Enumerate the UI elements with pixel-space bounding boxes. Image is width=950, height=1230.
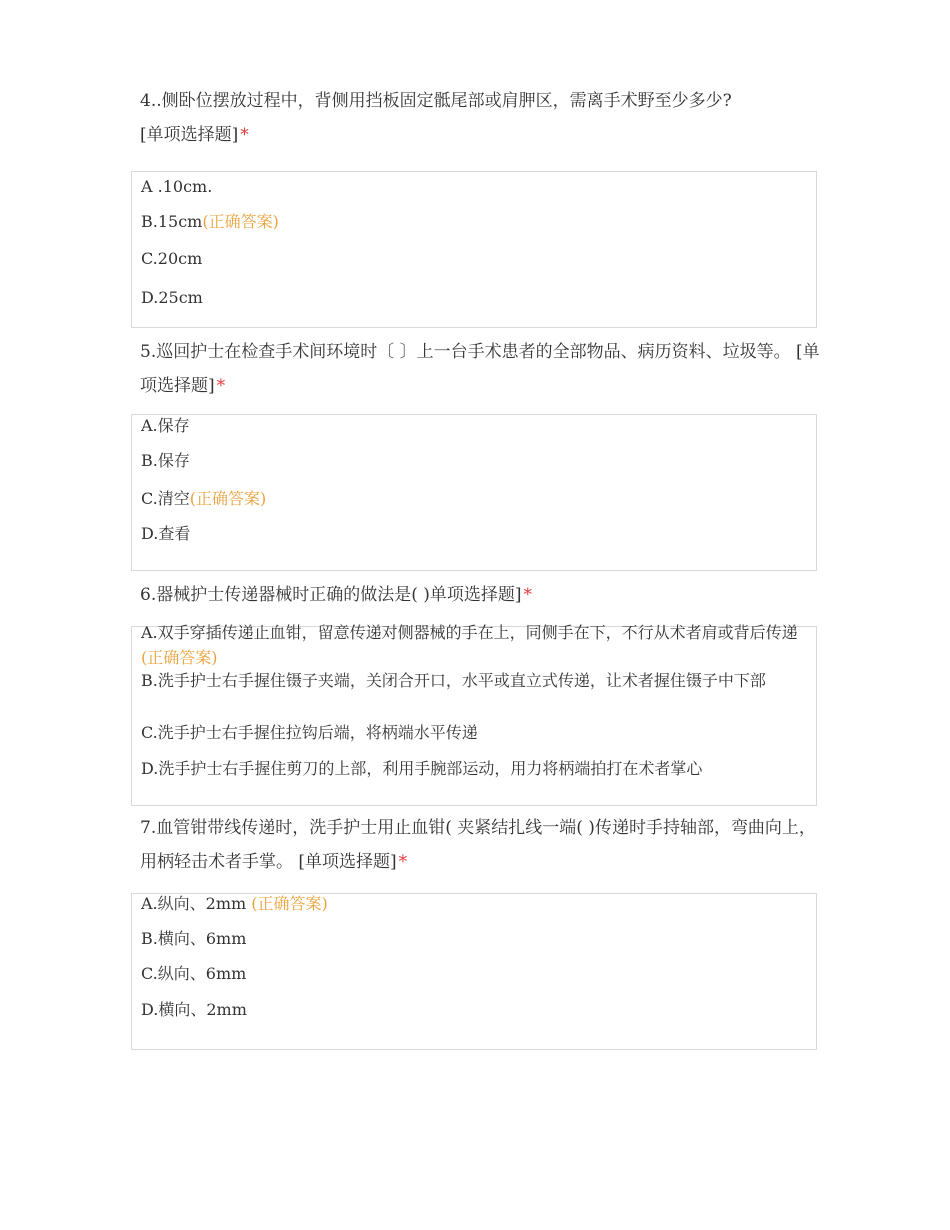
correct-answer-label: (正确答案) (189, 489, 267, 508)
option-b[interactable] (141, 448, 813, 473)
question-text: 器械护士传递器械时正确的做法是( )单项选择题] (156, 585, 522, 605)
option-text: D.横向、2mm (141, 1000, 247, 1019)
question-number: 5. (140, 342, 157, 362)
option-a[interactable] (141, 413, 813, 438)
option-text: B.横向、6mm (141, 929, 247, 948)
option-text: C.纵向、6mm (141, 964, 247, 983)
question-6-options (131, 623, 817, 806)
option-text: B.保存 (141, 451, 190, 470)
option-text: B.洗手护士右手握住镊子夹端，关闭合开口，水平或直立式传递，让术者握住镊子中下部 (141, 671, 766, 690)
required-mark: * (216, 376, 226, 396)
option-a[interactable] (141, 620, 813, 670)
question-text: 血管钳带线传递时，洗手护士用止血钳( 夹紧结扎线一端( )传递时手持轴部，弯曲向上，用柄轻击术者手掌。 (140, 818, 816, 872)
required-mark: * (523, 585, 533, 605)
option-text: A.纵向、2mm (141, 894, 252, 913)
question-7-title (140, 811, 820, 879)
question-number: 7. (140, 818, 157, 838)
question-5-title (140, 335, 820, 403)
option-c[interactable] (141, 486, 813, 511)
option-text: C.清空 (141, 489, 190, 508)
correct-answer-label: (正确答案) (251, 894, 328, 913)
required-mark: * (398, 852, 408, 872)
question-type: [单项选择题] (140, 125, 239, 145)
question-6-title (140, 578, 820, 612)
option-c[interactable] (141, 246, 813, 271)
option-b[interactable] (141, 668, 813, 693)
option-text: D.查看 (141, 524, 191, 543)
option-text: C.20cm (141, 249, 203, 268)
question-text: .侧卧位摆放过程中，背侧用挡板固定骶尾部或肩胛区，需离手术野至少多少? (156, 91, 732, 111)
option-d[interactable] (141, 997, 813, 1022)
option-a[interactable] (141, 891, 813, 916)
option-text: C.洗手护士右手握住拉钩后端，将柄端水平传递 (141, 723, 478, 742)
option-text: A.保存 (141, 416, 190, 435)
option-c[interactable] (141, 720, 813, 745)
option-text: A.双手穿插传递止血钳，留意传递对侧器械的手在上，同侧手在下，不行从术者肩或背后传递 (141, 623, 798, 642)
question-number: 4. (140, 91, 157, 111)
option-c[interactable] (141, 961, 813, 986)
required-mark: * (240, 125, 249, 145)
option-d[interactable] (141, 285, 813, 310)
option-b[interactable] (141, 209, 813, 234)
correct-answer-label: (正确答案) (141, 648, 218, 667)
correct-answer-label: (正确答案) (202, 212, 279, 231)
question-text: 巡回护士在检查手术间环境时〔 〕上一台手术患者的全部物品、病历资料、垃圾等。 (156, 342, 791, 362)
option-d[interactable] (141, 756, 813, 781)
option-text: B.15cm (141, 212, 203, 231)
question-type: [单项选择题] (140, 342, 820, 396)
question-4-title (140, 84, 820, 152)
option-a[interactable] (141, 174, 813, 199)
option-text: D.洗手护士右手握住剪刀的上部，利用手腕部运动，用力将柄端拍打在术者掌心 (141, 759, 703, 778)
option-d[interactable] (141, 521, 813, 546)
option-text: D.25cm (141, 288, 203, 307)
question-7-options (131, 893, 817, 1050)
question-number: 6. (140, 585, 157, 605)
option-b[interactable] (141, 926, 813, 951)
question-5-options (131, 414, 817, 571)
question-4-options (131, 171, 817, 328)
option-text: A .10cm. (141, 177, 213, 196)
question-type: [单项选择题] (298, 852, 397, 872)
